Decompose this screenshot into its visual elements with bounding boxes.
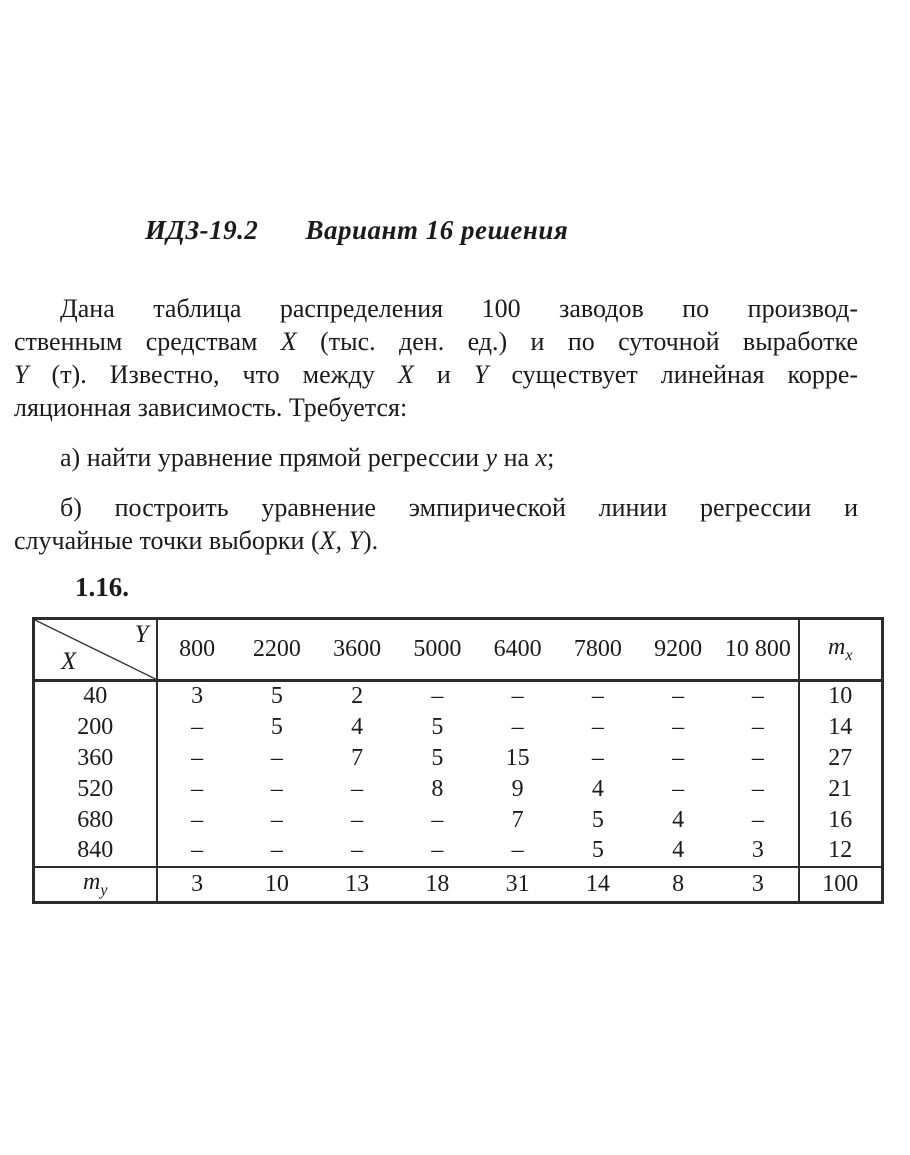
frequency-cell: – — [672, 713, 685, 740]
intro-text: и — [413, 360, 474, 389]
my-label-cell — [34, 867, 157, 903]
row-x-value: 840 — [34, 836, 157, 867]
intro-line-2 — [14, 325, 858, 358]
variant-title: Вариант 16 решения — [305, 215, 569, 245]
frequency-cell: 5 — [431, 713, 444, 740]
my-total: 13 — [317, 867, 397, 903]
item-b-text: ). — [362, 526, 379, 555]
frequency-cell: – — [351, 837, 364, 863]
frequency-cell: – — [511, 683, 524, 710]
frequency-cell: – — [431, 683, 444, 710]
frequency-cell: 15 — [505, 744, 530, 771]
frequency-cell: – — [672, 683, 685, 710]
mx-value: 10 — [799, 681, 883, 712]
frequency-cell: – — [431, 806, 444, 833]
my-total: 3 — [157, 867, 237, 903]
intro-line-3 — [14, 358, 858, 391]
frequency-cell: 5 — [591, 806, 604, 833]
row-x-value: 40 — [34, 681, 157, 712]
frequency-cell: – — [751, 775, 764, 802]
intro-text: (т). Известно, что между — [28, 360, 398, 389]
frequency-cell: – — [672, 744, 685, 771]
item-b-text: б) построить уравнение эмпирической линии регрессии и — [60, 493, 858, 522]
frequency-cell: – — [591, 744, 604, 771]
frequency-cell: – — [270, 775, 283, 802]
frequency-cell: – — [270, 837, 283, 863]
frequency-cell: – — [751, 744, 764, 771]
doc-code: ИДЗ-19.2 — [145, 215, 259, 245]
task-item-a — [14, 441, 858, 474]
corner-cell — [34, 619, 157, 681]
distribution-table — [32, 617, 884, 904]
var-XY: X, Y — [319, 526, 363, 555]
var-Y: Y — [14, 360, 29, 389]
col-header: 10 800 — [718, 619, 798, 681]
table-row — [34, 836, 883, 867]
var-y: y — [485, 443, 498, 472]
col-header: 9200 — [638, 619, 718, 681]
frequency-cell: 5 — [270, 683, 283, 710]
table-header-row — [34, 619, 883, 681]
frequency-cell: 4 — [351, 713, 364, 740]
task-item-b — [14, 491, 858, 557]
grand-total: 100 — [799, 867, 883, 903]
col-header: 3600 — [317, 619, 397, 681]
mx-value: 16 — [799, 805, 883, 836]
frequency-cell: – — [191, 775, 204, 802]
my-total: 10 — [237, 867, 317, 903]
table-row — [34, 774, 883, 805]
var-X: X — [397, 360, 414, 389]
col-header: 800 — [157, 619, 237, 681]
frequency-cell: – — [351, 806, 364, 833]
frequency-cell: – — [511, 713, 524, 740]
my-total: 18 — [397, 867, 477, 903]
table-row — [34, 712, 883, 743]
intro-text: ляционная зависимость. Требуется: — [14, 393, 408, 422]
frequency-cell: 3 — [751, 837, 764, 863]
my-label: $m_y$ — [83, 868, 108, 899]
col-header: 7800 — [558, 619, 638, 681]
row-x-value: 200 — [34, 712, 157, 743]
corner-label-y: Y — [134, 621, 149, 648]
mx-value: 12 — [799, 836, 883, 867]
col-header: 5000 — [397, 619, 477, 681]
my-total: 3 — [718, 867, 798, 903]
table-footer-row — [34, 867, 883, 903]
frequency-cell: 5 — [591, 837, 604, 863]
item-a-text: а) найти уравнение прямой регрессии — [60, 443, 486, 472]
frequency-cell: 7 — [351, 744, 364, 771]
table-row — [34, 743, 883, 774]
frequency-cell: 8 — [431, 775, 444, 802]
item-b-line-1 — [14, 491, 858, 524]
row-x-value: 680 — [34, 805, 157, 836]
corner-label-x: X — [61, 648, 77, 675]
intro-text: существует линейная корре- — [488, 360, 859, 389]
intro-paragraph — [14, 292, 858, 424]
row-x-value: 520 — [34, 774, 157, 805]
frequency-cell: – — [751, 713, 764, 740]
frequency-cell: 4 — [672, 806, 685, 833]
mx-label: $m_x$ — [828, 634, 853, 664]
frequency-cell: – — [270, 744, 283, 771]
my-total: 31 — [478, 867, 558, 903]
frequency-cell: – — [591, 683, 604, 710]
intro-line-1 — [14, 292, 858, 325]
frequency-cell: 7 — [511, 806, 524, 833]
frequency-cell: – — [191, 837, 204, 863]
frequency-cell: – — [751, 806, 764, 833]
item-b-line-2 — [14, 524, 858, 557]
intro-line-4 — [14, 391, 858, 424]
document-title-row — [145, 215, 858, 246]
frequency-cell: – — [751, 683, 764, 710]
my-total: 8 — [638, 867, 718, 903]
frequency-cell: – — [511, 837, 524, 863]
frequency-cell: – — [191, 713, 204, 740]
col-header: 2200 — [237, 619, 317, 681]
frequency-cell: – — [191, 744, 204, 771]
item-a-text: на — [497, 443, 536, 472]
var-Y: Y — [473, 360, 489, 389]
var-x: x — [535, 443, 548, 472]
col-header: 6400 — [478, 619, 558, 681]
var-X: X — [280, 327, 297, 356]
intro-text: Дана таблица распределения 100 заводов по производ- — [60, 294, 858, 323]
mx-header-cell — [799, 619, 883, 681]
frequency-cell: 9 — [511, 775, 524, 802]
frequency-cell: 4 — [672, 837, 685, 863]
row-x-value: 360 — [34, 743, 157, 774]
frequency-cell: 4 — [591, 775, 604, 802]
mx-value: 27 — [799, 743, 883, 774]
frequency-cell: – — [270, 806, 283, 833]
frequency-cell: – — [191, 806, 204, 833]
frequency-cell: 2 — [351, 683, 364, 710]
table-row — [34, 805, 883, 836]
frequency-cell: 5 — [431, 744, 444, 771]
frequency-cell: – — [672, 775, 685, 802]
table-row — [34, 681, 883, 712]
item-a-text: ; — [547, 443, 555, 472]
frequency-cell: – — [591, 713, 604, 740]
intro-text: ственным средствам — [14, 327, 281, 356]
frequency-cell: – — [351, 775, 364, 802]
item-b-text: случайные точки выборки ( — [14, 526, 320, 555]
frequency-cell: 5 — [270, 713, 283, 740]
section-number: 1.16. — [75, 572, 129, 602]
my-total: 14 — [558, 867, 638, 903]
frequency-cell: – — [431, 837, 444, 863]
frequency-cell: 3 — [191, 683, 204, 710]
intro-text: (тыс. ден. ед.) и по суточной выработке — [296, 327, 858, 356]
mx-value: 14 — [799, 712, 883, 743]
mx-value: 21 — [799, 774, 883, 805]
